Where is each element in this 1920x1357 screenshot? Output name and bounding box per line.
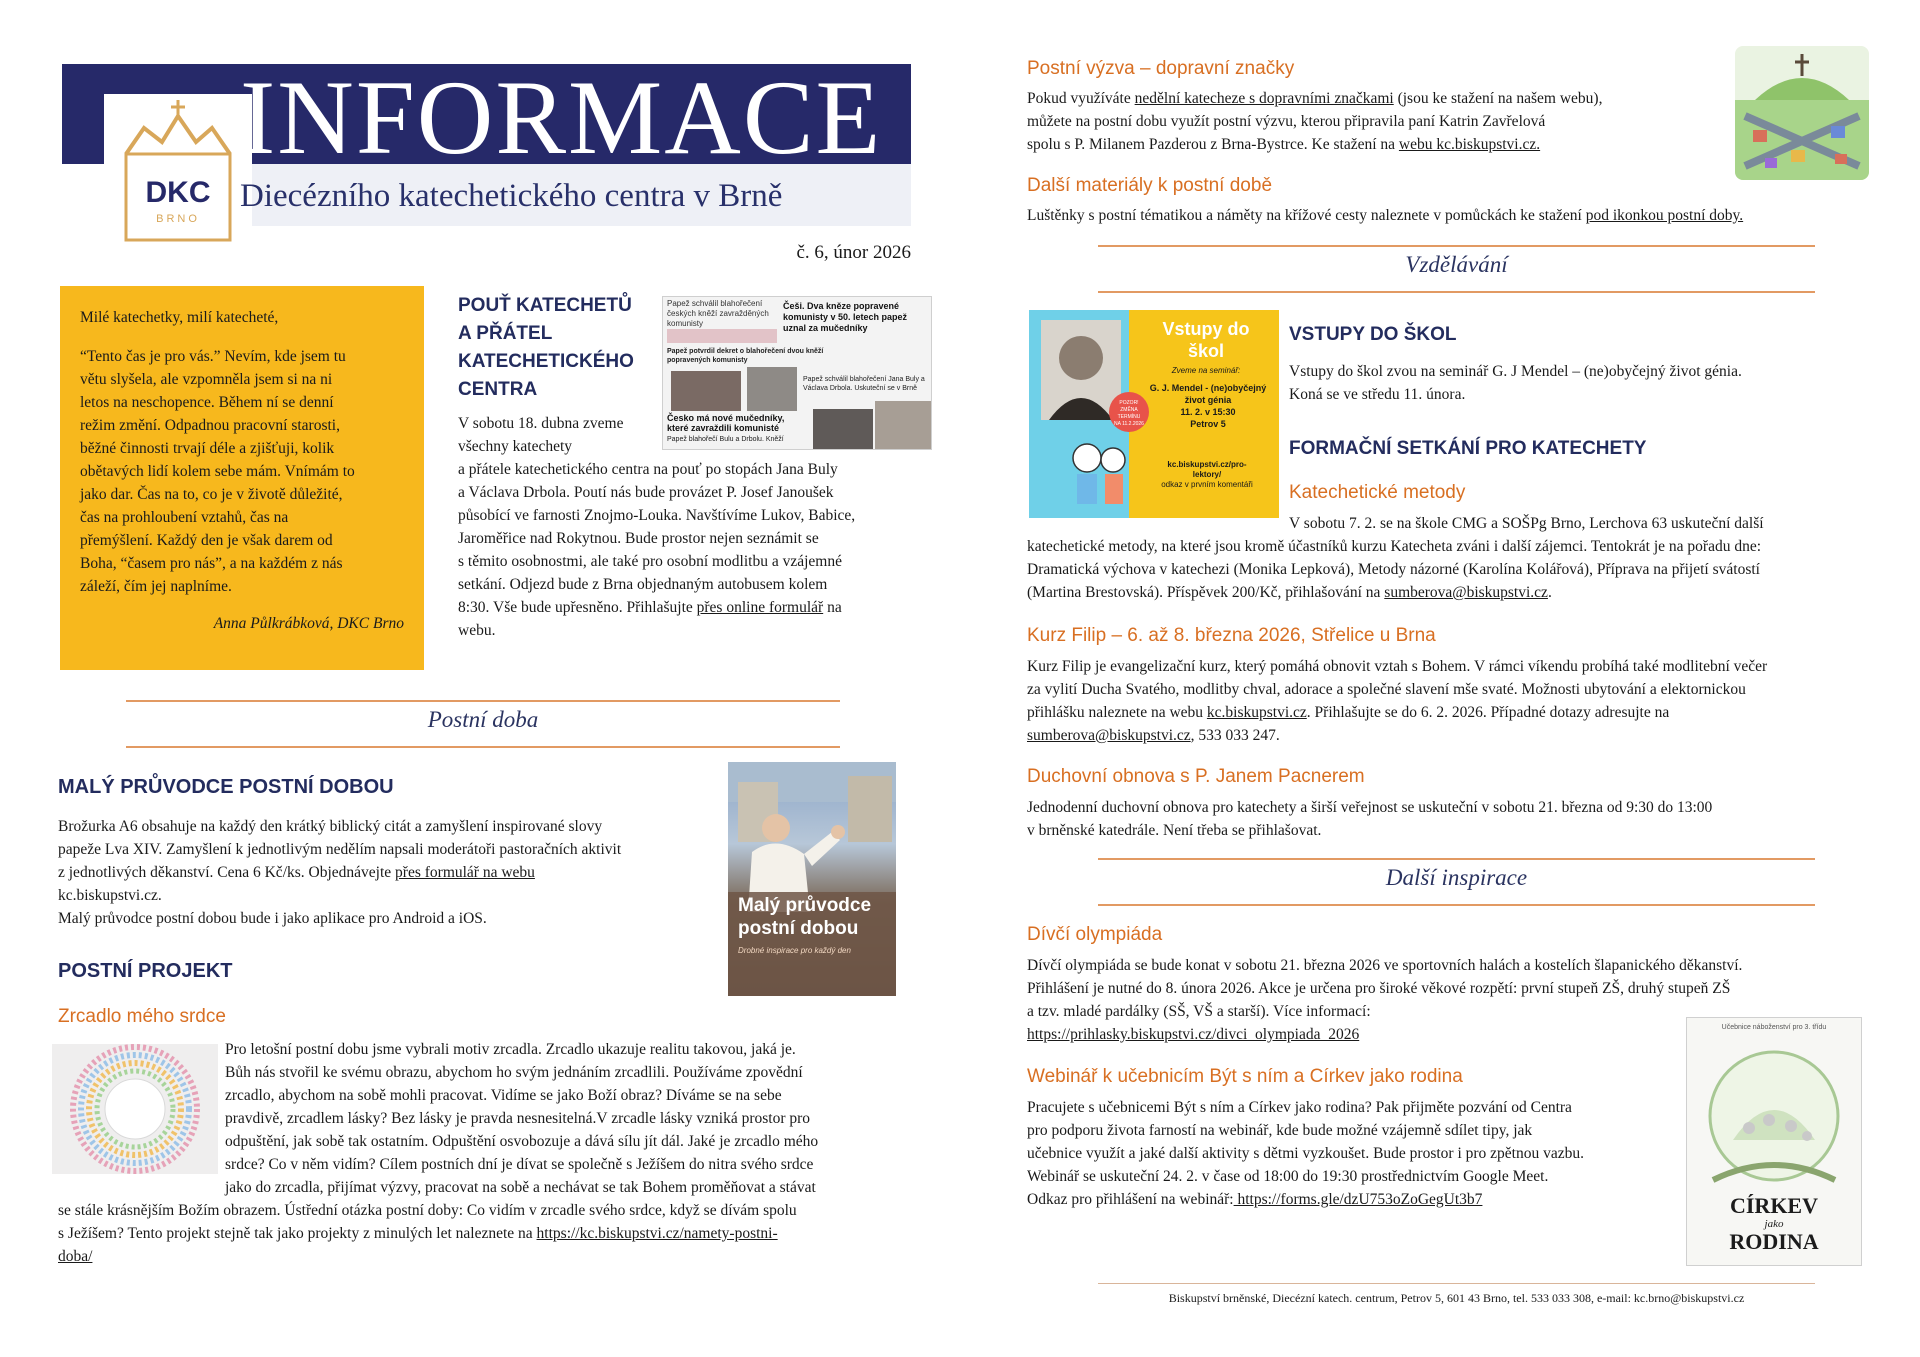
zrcadlo-text-full (58, 1199, 918, 1268)
greeting-line: větu slyšela, ale vzpomněla jsem si na ni (80, 371, 333, 388)
pruvodce-line (58, 861, 718, 884)
clip-headline: Papež schválil blahořečení českých kněží zavražděných komunisty (667, 299, 769, 328)
greeting-line: obětavých lidí kolem sebe mám. Vnímám to (80, 463, 355, 480)
footer-text: Biskupství brněnské, Diecézní katech. centrum, Petrov 5, 601 43 Brno, tel. 533 033 308, e-mail: kc.brno@biskupstvi.cz (1168, 1291, 1745, 1305)
pout-heading-line: POUŤ KATECHETŮ (458, 295, 632, 316)
pout-online-form-link[interactable]: přes online formulář (696, 599, 824, 616)
vstupy-line: Koná se ve středu 11. února. (1289, 386, 1466, 403)
logo-sub: BRNO (156, 213, 200, 225)
vstupy-poster (1029, 310, 1279, 518)
metody-heading: Katechetické metody (1289, 482, 1466, 503)
zrcadlo-heading: Zrcadlo mého srdce (58, 1006, 226, 1027)
obnova-line: Jednodenní duchovní obnova pro katechety a širší veřejnost se uskuteční v sobotu 21. března od 9:30 do 13:00 (1027, 799, 1713, 816)
zrcadlo-line: se stále krásnějším Božím obrazem. Ústřední otázka postní doby: Co vidím v zrcadle svého srdce, když se dívám spolu (58, 1202, 797, 1219)
postni-projekt-heading: POSTNÍ PROJEKT (58, 960, 233, 982)
filip-text-run: přihlášku naleznete na webu (1027, 704, 1207, 721)
clip-photo (747, 367, 797, 411)
poster-url-line: lektory/ (1192, 470, 1222, 479)
greeting-line: Boha, “časem pro nás”, a na každém z nás (80, 555, 343, 572)
webinar-text (1027, 1096, 1584, 1211)
greeting-line: letos na neschopence. Během ní se denní (80, 394, 334, 411)
book-title-line: Malý průvodce (738, 895, 872, 916)
webinar-line: učebnice využít a jaké další aktivity s dětmi vyzkoušet. Bude prostor i pro zpětnou vazbu. (1027, 1145, 1584, 1162)
pout-heading-line: CENTRA (458, 379, 538, 400)
village-illustration (1735, 46, 1869, 180)
pruvodce-text-run: z jednotlivých děkanství. Cena 6 Kč/ks. Objednávejte (58, 864, 396, 881)
clip-photo (671, 371, 741, 411)
greeting-box (60, 286, 424, 670)
greeting-line: čas na prohloubení vztahů, čas na (80, 509, 289, 526)
pout-heading-line: A PŘÁTEL (458, 323, 553, 344)
webinar-heading: Webinář k učebnicím Být s ním a Církev jako rodina (1027, 1066, 1463, 1087)
obnova-text (1027, 796, 1712, 842)
webinar-line (1027, 1188, 1584, 1211)
clip-strip (667, 329, 777, 343)
vstupy-heading: VSTUPY DO ŠKOL (1289, 324, 1457, 345)
vyzva-text-run: (jsou ke stažení na našem webu), (1393, 90, 1603, 107)
pout-text-run: 8:30. Vše bude upřesněno. Přihlašujte (458, 599, 697, 616)
metody-email-link[interactable]: sumberova@biskupstvi.cz (1384, 584, 1548, 601)
postni-doba-section-title: Postní doba (427, 707, 539, 732)
clip-headline: Češi. Dva kněze popravené komunisty v 50. letech papež uznal za mučedníky (783, 301, 908, 333)
poster-note: odkaz v prvním komentáři (1161, 480, 1253, 489)
vyzva-text-run: spolu s P. Milanem Pazderou z Brna-Bystrce. Ke stažení na (1027, 136, 1399, 153)
webinar-form-link[interactable]: https://forms.gle/dzU753oZoGegUt3b7 (1233, 1191, 1483, 1208)
pruvodce-line: kc.biskupstvi.cz. (58, 887, 162, 904)
zrcadlo-text (225, 1038, 915, 1199)
filip-email-link[interactable]: sumberova@biskupstvi.cz (1027, 727, 1191, 744)
vyzva-katecheze-link[interactable]: nedělní katecheze s dopravními značkami (1134, 90, 1394, 107)
greeting-line: “Tento čas je pro vás.” Nevím, kde jsem tu (80, 348, 346, 365)
book-subtitle: Drobné inspirace pro každý den (738, 946, 851, 955)
webinar-text-run: Odkaz pro přihlášení na webinář: (1027, 1191, 1234, 1208)
footer-divider (1098, 1283, 1815, 1284)
poster-invite: Zveme na seminář: (1171, 366, 1241, 375)
divider (126, 746, 840, 748)
filip-line: Kurz Filip je evangelizační kurz, který pomáhá obnovit vztah s Bohem. V rámci víkendu probíhá také modlitební večer (1027, 658, 1768, 675)
olympiada-text (1027, 954, 1742, 1046)
vstupy-line: Vstupy do škol zvou na seminář G. J Mendel – (ne)obyčejný život génia. (1289, 363, 1742, 380)
olympiada-line: Dívčí olympiáda se bude konat v sobotu 21. března 2026 ve sportovních halách a kostelích šlapanického děkanství. (1027, 957, 1743, 974)
zrcadlo-line: pravdivě, zrcadlem lásky? Bez lásky je pravda nesnesitelná.V zrcadle lásky vzniká prostor pro (225, 1110, 811, 1127)
pruvodce-line: papeže Lva XIV. Zamyšlení k jednotlivým nedělím napsali moderátoři pastoračních aktivit (58, 841, 622, 858)
greeting-line: běžné činnosti trvají déle a zjišťuji, kolik (80, 440, 335, 457)
greeting-text (80, 306, 410, 635)
pruvodce-order-form-link[interactable]: přes formulář na webu (395, 864, 535, 881)
materialy-heading: Další materiály k postní době (1027, 175, 1273, 196)
obnova-line: v brněnské katedrále. Není třeba se přihlašovat. (1027, 822, 1322, 839)
badge-line: POZOR! (1119, 400, 1139, 406)
vyzva-line: můžete na postní dobu využít postní výzvu, kterou připravila paní Katrin Zavřelová (1027, 113, 1546, 130)
cirkev-book-title (1687, 1194, 1861, 1254)
zrcadlo-line: srdce? Co v něm vidím? Cílem postních dní je dívat se společně s Ježíšem do nitra svého srdce (225, 1156, 814, 1173)
metody-line (1027, 581, 1761, 604)
filip-line (1027, 724, 1767, 747)
filip-text-run: , 533 033 247. (1190, 727, 1280, 744)
clip-headline: Papež blahořečí Bulu a Drbolu. Kněží (667, 436, 784, 443)
badge-line: ZMĚNA TERMÍNU (1117, 407, 1141, 420)
clip-headline: Česko má nové mučedníky, které zavraždili komunisté (667, 413, 785, 433)
poster-title-line: škol (1187, 341, 1225, 361)
poster-detail: Petrov 5 (1190, 419, 1226, 429)
filip-line (1027, 701, 1767, 724)
formacni-heading: FORMAČNÍ SETKÁNÍ PRO KATECHETY (1289, 438, 1647, 459)
vstupy-text (1289, 360, 1742, 406)
metody-text-run: (Martina Brestovská). Příspěvek 200/Kč, přihlašování na (1027, 584, 1385, 601)
badge-line: NA 11.2.2026 (1114, 421, 1144, 427)
vyzva-text (1027, 87, 1727, 156)
pout-line: všechny katechety (458, 438, 573, 455)
issue-number: č. 6, únor 2026 (796, 242, 911, 263)
pout-line: a Václava Drbola. Poutí nás bude provázet P. Josef Janoušek (458, 484, 834, 501)
cirkev-title-line: CÍRKEV (1729, 1193, 1818, 1218)
poster-url (1139, 460, 1275, 490)
mirror-image (52, 1044, 218, 1174)
zrcadlo-link[interactable]: https://kc.biskupstvi.cz/namety-postni- (536, 1225, 778, 1242)
vzdelavani-section-title: Vzdělávání (1405, 252, 1508, 277)
vyzva-line (1027, 133, 1727, 156)
filip-heading: Kurz Filip – 6. až 8. března 2026, Střelice u Brna (1027, 625, 1436, 646)
pruvodce-book-cover (728, 762, 896, 996)
masthead-subtitle: Diecézního katechetického centra v Brně (240, 178, 783, 214)
pout-line (458, 596, 928, 619)
obnova-heading: Duchovní obnova s P. Janem Pacnerem (1027, 766, 1365, 787)
poster-title (1137, 318, 1275, 362)
pruvodce-line: Malý průvodce postní dobou bude i jako aplikace pro Android a iOS. (58, 910, 487, 927)
materialy-postni-doba-link[interactable]: pod ikonkou postní doby. (1585, 207, 1744, 224)
poster-change-badge (1109, 392, 1149, 432)
filip-web-link[interactable]: kc.biskupstvi.cz (1206, 704, 1307, 721)
divider (1098, 904, 1815, 906)
cirkev-title-line: RODINA (1729, 1229, 1819, 1254)
mirror-icon (52, 1044, 218, 1174)
masthead (62, 59, 911, 229)
vyzva-heading: Postní výzva – dopravní značky (1027, 58, 1295, 79)
pout-text-short (458, 412, 658, 458)
clip-photo (875, 401, 931, 449)
pout-line: s těmito osobnostmi, ale také pro osobní modlitbu a vzájemné (458, 553, 842, 570)
zrcadlo-text-run: s Ježíšem? Tento projekt stejně tak jako projekty z minulých let naleznete na (58, 1225, 537, 1242)
greeting-line: režim změní. Odpadnou pracovní starosti, (80, 417, 340, 434)
poster-url-line: kc.biskupstvi.cz/pro- (1167, 460, 1247, 469)
zrcadlo-line: Pro letošní postní dobu jsme vybrali motiv zrcadla. Zrcadlo ukazuje realitu takovou, jaká je. (225, 1041, 796, 1058)
greeting-line: záleží, čím jej naplníme. (80, 578, 232, 595)
divider (1098, 858, 1815, 860)
pout-heading-line: KATECHETICKÉHO (458, 351, 634, 372)
family-illustration (1693, 1040, 1855, 1190)
pruvodce-text (58, 815, 718, 930)
filip-text (1027, 655, 1767, 747)
materialy-text-run: Luštěnky s postní tématikou a náměty na křížové cesty naleznete v pomůckách ke stažení (1027, 207, 1586, 224)
kids-illustration (1069, 438, 1129, 514)
book-title-line: postní dobou (738, 918, 859, 939)
poster-title-line: Vstupy do (1162, 319, 1250, 339)
olympiada-line: Přihlášení je nutné do 8. února 2026. Akce je určena pro široké věkové rozpětí: první stupeň ZŠ, druhý stupeň ZŠ (1027, 980, 1731, 997)
divider (1098, 245, 1815, 247)
book-title (738, 894, 896, 940)
cirkev-title-small: jako (1764, 1218, 1784, 1230)
divider (126, 700, 840, 702)
pout-line: a přátele katechetického centra na pouť po stopách Jana Buly (458, 461, 838, 478)
zrcadlo-line: zrcadlo, abychom na sobě mohli pracovat. Vidíme se jako Boží obraz? Díváme se na sebe (225, 1087, 782, 1104)
pout-text (458, 458, 928, 642)
metody-text (1027, 535, 1761, 604)
clip-headline: Papež potvrdil dekret o blahořečení dvou kněží popravených komunisty (667, 348, 824, 364)
olympiada-heading: Dívčí olympiáda (1027, 924, 1163, 945)
clip-photo (813, 409, 873, 449)
metody-line: V sobotu 7. 2. se na škole CMG a SOŠPg Brno, Lerchova 63 uskuteční další (1289, 515, 1764, 532)
cirkev-rodina-book-cover (1686, 1017, 1862, 1266)
poster-detail: život génia (1184, 395, 1232, 405)
zrcadlo-link-continued[interactable]: doba/ (58, 1248, 93, 1265)
zrcadlo-line (58, 1222, 918, 1245)
dkc-logo (104, 94, 252, 254)
pout-line: webu. (458, 622, 496, 639)
materialy-text (1027, 204, 1743, 227)
poster-detail: 11. 2. v 15:30 (1180, 407, 1236, 417)
pout-line: V sobotu 18. dubna zveme (458, 415, 624, 432)
clip-headline: Papež schválil blahořečení Jana Buly a Václava Drbola. Uskuteční se v Brně (803, 376, 925, 392)
greeting-line: přemýšlení. Každý den je však darem od (80, 532, 333, 549)
vyzva-text-run: Pokud využíváte (1027, 90, 1135, 107)
pout-text-run: na (823, 599, 842, 616)
greeting-line: jako dar. Čas na to, co je v životě důležité, (80, 486, 343, 503)
news-clipping-image (662, 296, 932, 450)
vyzva-line (1027, 87, 1727, 110)
metody-line: katechetické metody, na které jsou kromě účastníků kurzu Katecheta zváni i další zájemci. Tentokrát je na pořadu dne: (1027, 538, 1762, 555)
metody-text-run: . (1547, 584, 1552, 601)
poster-details (1141, 382, 1275, 430)
pruvodce-line: Brožurka A6 obsahuje na každý den krátký biblický citát a zamyšlení inspirované slovy (58, 818, 603, 835)
pout-line: Jaroměřice nad Rokytnou. Bude prostor nejen seznámit se (458, 530, 819, 547)
olympiada-link[interactable]: https://prihlasky.biskupstvi.cz/divci_olympiada_2026 (1027, 1026, 1360, 1043)
filip-line: za vylití Ducha Svatého, modlitby chval, adorace a společné slavení mše svaté. Možnosti ubytování a elektornickou (1027, 681, 1746, 698)
pruvodce-heading: MALÝ PRŮVODCE POSTNÍ DOBOU (58, 776, 394, 798)
zrcadlo-line: odpuštění, jak sobě tak ostatním. Odpuštění osvobozuje a dává sílu jít dál. Jaké je zrcadlo mého (225, 1133, 819, 1150)
logo-text: DKC (145, 176, 211, 209)
webinar-line: Webinář se uskuteční 24. 2. v čase od 18:00 do 19:30 prostřednictvím Google Meet. (1027, 1168, 1549, 1185)
masthead-title: INFORMACE (240, 59, 883, 176)
pout-heading (458, 292, 634, 404)
poster-detail: G. J. Mendel - (ne)obyčejný (1149, 383, 1267, 393)
village-map-icon (1735, 46, 1869, 180)
pout-line: setkání. Odjezd bude z Brna objednaným autobusem kolem (458, 576, 828, 593)
pout-line: působící ve farnosti Znojmo-Louka. Navštívíme Lukov, Babice, (458, 507, 856, 524)
greeting-salutation: Milé katechetky, milí katecheté, (80, 309, 279, 326)
olympiada-line: a tzv. mladé pardálky (SŠ, VŠ a starší). Více informací: (1027, 1003, 1371, 1020)
webinar-line: Pracujete s učebnicemi Být s ním a Církev jako rodina? Pak přijměte pozvání od Centra (1027, 1099, 1572, 1116)
filip-text-run: . Přihlašujte se do 6. 2. 2026. Případné dotazy adresujte na (1306, 704, 1670, 721)
vyzva-web-link[interactable]: webu kc.biskupstvi.cz. (1398, 136, 1541, 153)
pope-illustration (728, 762, 896, 996)
zrcadlo-line: Bůh nás stvořil ke svému obrazu, abychom ho svým jednáním zrcadlili. Používáme zpovědní (225, 1064, 803, 1081)
greeting-signature: Anna Půlkrábková, DKC Brno (213, 615, 404, 632)
zrcadlo-line: jako do zrcadla, přijímat výzvy, pracovat na sobě a nechávat se tak Bohem proměňovat a stávat (225, 1179, 816, 1196)
metody-line: Dramatická výchova v katechezi (Monika Lepková), Metody názorné (Karolína Kolářová), Příprava na přijetí svátostí (1027, 561, 1760, 578)
webinar-line: pro podporu života farností na webinář, kde bude možné vzájemně sdílet tipy, jak (1027, 1122, 1533, 1139)
book-top-label: Učebnice náboženství pro 3. třídu (1721, 1024, 1827, 1031)
divider (1098, 291, 1815, 293)
inspirace-section-title: Další inspirace (1385, 865, 1528, 890)
